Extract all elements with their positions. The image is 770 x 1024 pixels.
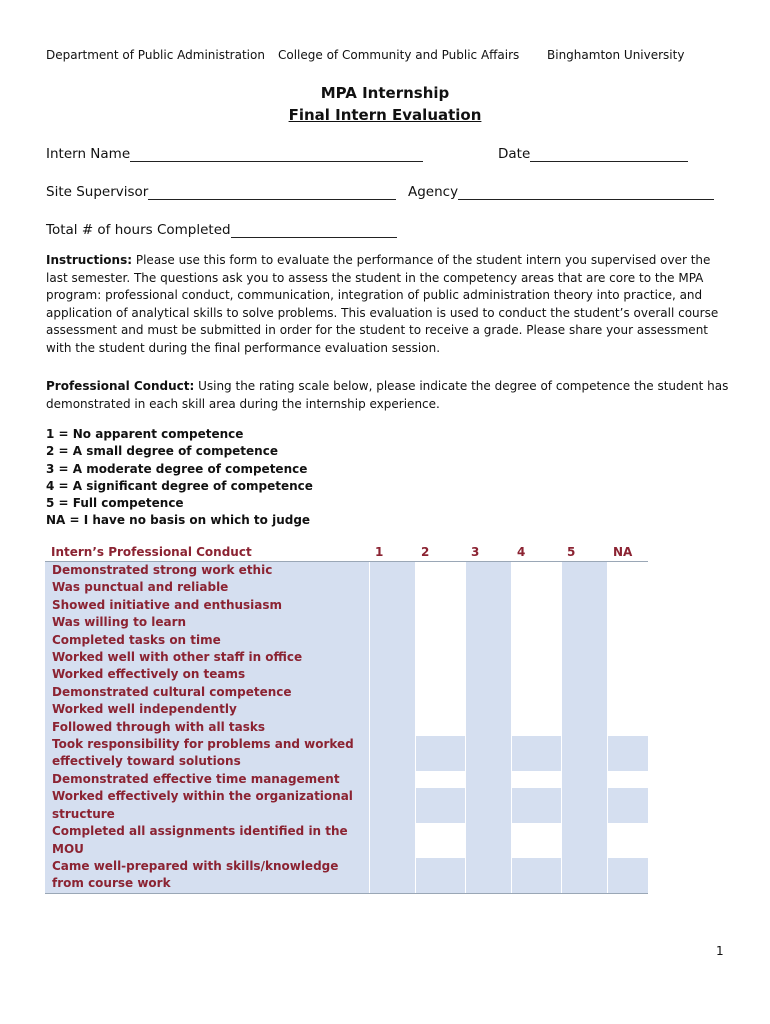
site-supervisor-field[interactable] (46, 184, 396, 200)
rating-cell-4[interactable] (511, 771, 561, 788)
rating-cell-4[interactable] (511, 701, 561, 718)
rating-cell-na[interactable] (607, 701, 648, 718)
scale-item: 2 = A small degree of competence (46, 444, 278, 459)
criteria-label: Worked well independently (45, 701, 369, 718)
rating-cell-5[interactable] (561, 562, 607, 580)
rating-cell-1[interactable] (369, 579, 415, 596)
rating-cell-2[interactable] (415, 666, 465, 683)
rating-cell-3[interactable] (465, 597, 511, 614)
rating-cell-na[interactable] (607, 562, 648, 580)
total-hours-label: Total # of hours Completed (46, 222, 231, 238)
criteria-label: Completed all assignments identified in the MOU (45, 823, 369, 858)
rating-cell-3[interactable] (465, 579, 511, 596)
header-college: College of Community and Public Affairs (278, 48, 520, 62)
rating-cell-4[interactable] (511, 562, 561, 580)
rating-cell-4[interactable] (511, 614, 561, 631)
rating-cell-2[interactable] (415, 719, 465, 736)
criteria-label: Showed initiative and enthusiasm (45, 597, 369, 614)
agency-line[interactable] (458, 185, 714, 200)
rating-cell-2[interactable] (415, 858, 465, 893)
rating-cell-na[interactable] (607, 858, 648, 893)
criteria-label: Completed tasks on time (45, 632, 369, 649)
criteria-label: Worked well with other staff in office (45, 649, 369, 666)
rating-cell-5[interactable] (561, 719, 607, 736)
instructions-label: Instructions: (46, 253, 133, 267)
form-title: MPA Internship (320, 84, 450, 102)
total-hours-field[interactable] (46, 222, 397, 238)
rating-cell-3[interactable] (465, 666, 511, 683)
rating-cell-3[interactable] (465, 701, 511, 718)
header-department: Department of Public Administration (46, 48, 265, 62)
rating-cell-na[interactable] (607, 597, 648, 614)
table-header-row (45, 543, 648, 562)
criteria-label: Demonstrated strong work ethic (45, 562, 369, 580)
rating-cell-1[interactable] (369, 719, 415, 736)
rating-cell-4[interactable] (511, 649, 561, 666)
table-row (45, 736, 648, 771)
rating-cell-1[interactable] (369, 684, 415, 701)
rating-cell-na[interactable] (607, 823, 648, 858)
table-row (45, 701, 648, 718)
rating-cell-2[interactable] (415, 614, 465, 631)
professional-conduct-label: Professional Conduct: (46, 379, 195, 393)
scale-item: 4 = A significant degree of competence (46, 478, 313, 493)
agency-field[interactable] (408, 184, 714, 200)
rating-cell-5[interactable] (561, 858, 607, 893)
rating-cell-3[interactable] (465, 719, 511, 736)
form-subtitle: Final Intern Evaluation (288, 106, 482, 124)
rating-cell-2[interactable] (415, 771, 465, 788)
rating-cell-3[interactable] (465, 562, 511, 580)
rating-cell-na[interactable] (607, 614, 648, 631)
rating-cell-2[interactable] (415, 736, 465, 771)
rating-cell-5[interactable] (561, 649, 607, 666)
intern-name-label: Intern Name (46, 146, 131, 162)
criteria-label: Was punctual and reliable (45, 579, 369, 596)
rating-cell-5[interactable] (561, 736, 607, 771)
scale-item: NA = I have no basis on which to judge (46, 513, 311, 528)
agency-label: Agency (408, 184, 459, 200)
header-rating-2: 2 (415, 543, 465, 562)
date-field[interactable] (498, 146, 688, 162)
date-line[interactable] (530, 147, 688, 162)
rating-cell-5[interactable] (561, 597, 607, 614)
rating-cell-5[interactable] (561, 788, 607, 823)
table-row (45, 597, 648, 614)
scale-item: 3 = A moderate degree of competence (46, 461, 308, 476)
table-row (45, 719, 648, 736)
rating-cell-1[interactable] (369, 788, 415, 823)
rating-cell-5[interactable] (561, 614, 607, 631)
rating-cell-1[interactable] (369, 614, 415, 631)
rating-cell-4[interactable] (511, 736, 561, 771)
header-rating-3: 3 (465, 543, 511, 562)
rating-cell-3[interactable] (465, 684, 511, 701)
criteria-label: Followed through with all tasks (45, 719, 369, 736)
rating-cell-5[interactable] (561, 771, 607, 788)
rating-cell-3[interactable] (465, 788, 511, 823)
rating-cell-4[interactable] (511, 597, 561, 614)
site-supervisor-label: Site Supervisor (46, 184, 149, 200)
rating-cell-1[interactable] (369, 771, 415, 788)
rating-cell-1[interactable] (369, 823, 415, 858)
table-row (45, 649, 648, 666)
rating-cell-3[interactable] (465, 614, 511, 631)
rating-scale (46, 426, 313, 530)
rating-cell-4[interactable] (511, 823, 561, 858)
table-row (45, 684, 648, 701)
rating-cell-5[interactable] (561, 684, 607, 701)
rating-cell-2[interactable] (415, 632, 465, 649)
conduct-rating-table (45, 543, 648, 894)
rating-cell-2[interactable] (415, 597, 465, 614)
rating-cell-4[interactable] (511, 719, 561, 736)
criteria-label: Worked effectively within the organizational structure (45, 788, 369, 823)
table-row (45, 666, 648, 683)
rating-cell-na[interactable] (607, 684, 648, 701)
rating-cell-1[interactable] (369, 562, 415, 580)
criteria-label: Came well-prepared with skills/knowledge from course work (45, 858, 369, 893)
rating-cell-5[interactable] (561, 579, 607, 596)
rating-cell-5[interactable] (561, 701, 607, 718)
rating-cell-2[interactable] (415, 823, 465, 858)
table-row (45, 858, 648, 893)
rating-cell-1[interactable] (369, 666, 415, 683)
rating-cell-4[interactable] (511, 579, 561, 596)
professional-conduct-text: Using the rating scale below, please indicate the degree of competence the student has demonstrated in each skill area during the internship experience. (46, 379, 729, 411)
header-rating-4: 4 (511, 543, 561, 562)
rating-cell-1[interactable] (369, 736, 415, 771)
instructions-text: Please use this form to evaluate the performance of the student intern you supervised over the last semester. The questions ask you to assess the student in the competency areas that are core to the MPA program: professional conduct, communication, integration of public administration theory into practice, and application of analytical skills to solve problems. This evaluation is used to conduct the student’s overall course assessment and must be submitted in order for the student to receive a grade. Please share your assessment with the student during the final performance evaluation session. (46, 253, 719, 355)
rating-cell-na[interactable] (607, 771, 648, 788)
criteria-label: Worked effectively on teams (45, 666, 369, 683)
page-number: 1 (716, 944, 724, 958)
rating-cell-na[interactable] (607, 649, 648, 666)
rating-cell-na[interactable] (607, 736, 648, 771)
total-hours-line[interactable] (231, 223, 397, 238)
rating-cell-1[interactable] (369, 649, 415, 666)
criteria-label: Took responsibility for problems and worked effectively toward solutions (45, 736, 369, 771)
professional-conduct-paragraph (46, 378, 730, 413)
rating-cell-2[interactable] (415, 701, 465, 718)
rating-cell-na[interactable] (607, 788, 648, 823)
table-row (45, 632, 648, 649)
table-row (45, 562, 648, 580)
instructions-paragraph (46, 252, 730, 357)
rating-cell-3[interactable] (465, 823, 511, 858)
rating-cell-3[interactable] (465, 858, 511, 893)
header-rating-na: NA (607, 543, 648, 562)
header-rating-5: 5 (561, 543, 607, 562)
rating-cell-2[interactable] (415, 788, 465, 823)
rating-cell-4[interactable] (511, 632, 561, 649)
rating-cell-1[interactable] (369, 701, 415, 718)
rating-cell-4[interactable] (511, 684, 561, 701)
criteria-label: Demonstrated effective time management (45, 771, 369, 788)
rating-cell-5[interactable] (561, 666, 607, 683)
header-university: Binghamton University (547, 48, 685, 62)
rating-cell-3[interactable] (465, 632, 511, 649)
rating-cell-4[interactable] (511, 858, 561, 893)
rating-cell-3[interactable] (465, 771, 511, 788)
rating-cell-5[interactable] (561, 823, 607, 858)
rating-cell-2[interactable] (415, 684, 465, 701)
rating-cell-5[interactable] (561, 632, 607, 649)
rating-cell-2[interactable] (415, 562, 465, 580)
rating-cell-na[interactable] (607, 579, 648, 596)
criteria-label: Demonstrated cultural competence (45, 684, 369, 701)
rating-cell-4[interactable] (511, 788, 561, 823)
intern-name-line[interactable] (130, 147, 423, 162)
table-row (45, 788, 648, 823)
header-criteria: Intern’s Professional Conduct (45, 543, 369, 562)
scale-item: 5 = Full competence (46, 496, 184, 511)
rating-cell-1[interactable] (369, 597, 415, 614)
table-row (45, 614, 648, 631)
site-supervisor-line[interactable] (148, 185, 396, 200)
rating-cell-3[interactable] (465, 736, 511, 771)
table-row (45, 823, 648, 858)
table-row (45, 579, 648, 596)
rating-cell-4[interactable] (511, 666, 561, 683)
rating-cell-2[interactable] (415, 649, 465, 666)
rating-cell-1[interactable] (369, 632, 415, 649)
rating-cell-na[interactable] (607, 666, 648, 683)
rating-cell-na[interactable] (607, 719, 648, 736)
header-rating-1: 1 (369, 543, 415, 562)
scale-item: 1 = No apparent competence (46, 427, 244, 441)
rating-cell-1[interactable] (369, 858, 415, 893)
intern-name-field[interactable] (46, 146, 423, 162)
rating-cell-3[interactable] (465, 649, 511, 666)
rating-cell-2[interactable] (415, 579, 465, 596)
rating-cell-na[interactable] (607, 632, 648, 649)
date-label: Date (498, 146, 531, 162)
table-row (45, 771, 648, 788)
criteria-label: Was willing to learn (45, 614, 369, 631)
